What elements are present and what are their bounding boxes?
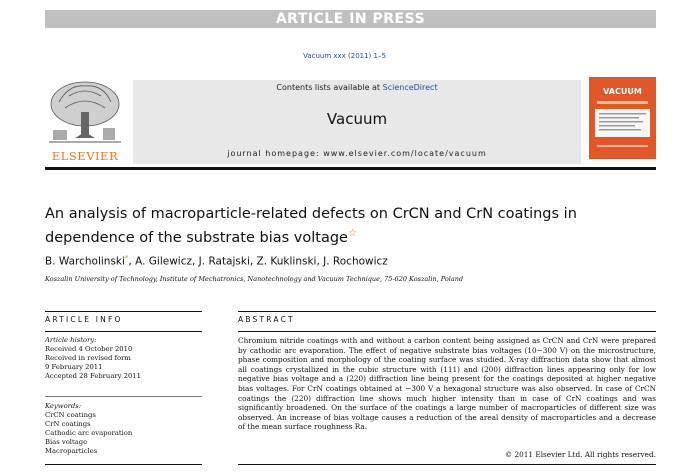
keywords-rule <box>45 396 202 397</box>
affiliation: Koszalin University of Technology, Institute of Mechatronics, Nanotechnology and Vacuum Technique, 75-620 Koszalin, Poland <box>45 275 464 283</box>
abstract-mid-rule <box>238 331 656 332</box>
abstract-text: Chromium nitride coatings with and without a carbon content being assigned as CrCN and CrN were prepared by cathodic arc evaporation. The effect of negative substrate bias voltages (10−300 V) on the microstructure, phase composition and morphology of the coating surface was studied. X-ray diffraction data show that almost all coatings crystallized in the cubic structure with (111) and (200) diffraction lines appearing only for low negative bias voltage and a (220) diffraction line being present for the coatings deposited at higher negative bias voltages. For CrN coatings obtained at −300 V a hexagonal structure was also observed. In case of CrCN coatings the (220) diffraction line shows much higher intensity than in case of CrN coatings and was significantly broadened. On the surface of the coatings a large number of macroparticles of different size was observed. An increase of bias voltage causes a reduction of the areal density of macroparticles and a decrease of the mean surface roughness Ra. <box>238 336 656 432</box>
abstract-bottom-rule <box>238 464 656 465</box>
journal-citation[interactable]: Vacuum xxx (2011) 1–5 <box>303 52 386 60</box>
author-name[interactable]: B. Warcholinski <box>45 255 125 268</box>
keyword: CrCN coatings <box>45 411 96 419</box>
article-info-mid-rule <box>45 331 202 332</box>
keyword: Cathodic arc evaporation <box>45 429 133 437</box>
keyword: Bias voltage <box>45 438 88 446</box>
history-line: Accepted 28 February 2011 <box>45 372 141 380</box>
cover-title: VACUUM <box>603 87 642 96</box>
author-names-rest: , A. Gilewicz, J. Ratajski, Z. Kuklinski, J. Rochowicz <box>128 255 388 268</box>
history-line: Received 4 October 2010 <box>45 345 133 353</box>
title-footnote-star[interactable]: ☆ <box>347 228 357 239</box>
journal-header <box>133 80 581 164</box>
history-label: Article history: <box>45 336 97 344</box>
keywords <box>45 402 202 456</box>
abstract-top-rule <box>238 311 656 312</box>
history-line: Received in revised form <box>45 354 131 362</box>
sciencedirect-link[interactable]: ScienceDirect <box>382 83 438 92</box>
journal-homepage[interactable]: journal homepage: www.elsevier.com/locate/vacuum <box>227 149 487 158</box>
copyright-notice: © 2011 Elsevier Ltd. All rights reserved. <box>504 450 656 459</box>
article-title-text: An analysis of macroparticle-related defects on CrCN and CrN coatings in dependence of the substrate bias voltage <box>45 206 577 246</box>
abstract-heading: ABSTRACT <box>238 315 295 324</box>
elsevier-wordmark: ELSEVIER <box>51 149 119 163</box>
history-line: 9 February 2011 <box>45 363 103 371</box>
article-info-bottom-rule <box>45 464 202 465</box>
contents-prefix: Contents lists available at <box>276 83 383 92</box>
keyword: Macroparticles <box>45 447 98 455</box>
keywords-label: Keywords: <box>45 402 82 410</box>
corresponding-author-mark[interactable]: * <box>124 254 129 262</box>
author-list <box>45 254 656 268</box>
journal-cover-image <box>589 77 656 159</box>
header-rule <box>45 167 656 170</box>
journal-name: Vacuum <box>326 110 388 128</box>
article-history <box>45 336 202 381</box>
article-title <box>45 204 656 248</box>
article-in-press-banner: ARTICLE IN PRESS <box>45 10 656 28</box>
contents-line <box>133 83 581 92</box>
article-info-heading: ARTICLE INFO <box>45 315 123 324</box>
keyword: CrN coatings <box>45 420 91 428</box>
article-info-top-rule <box>45 311 202 312</box>
